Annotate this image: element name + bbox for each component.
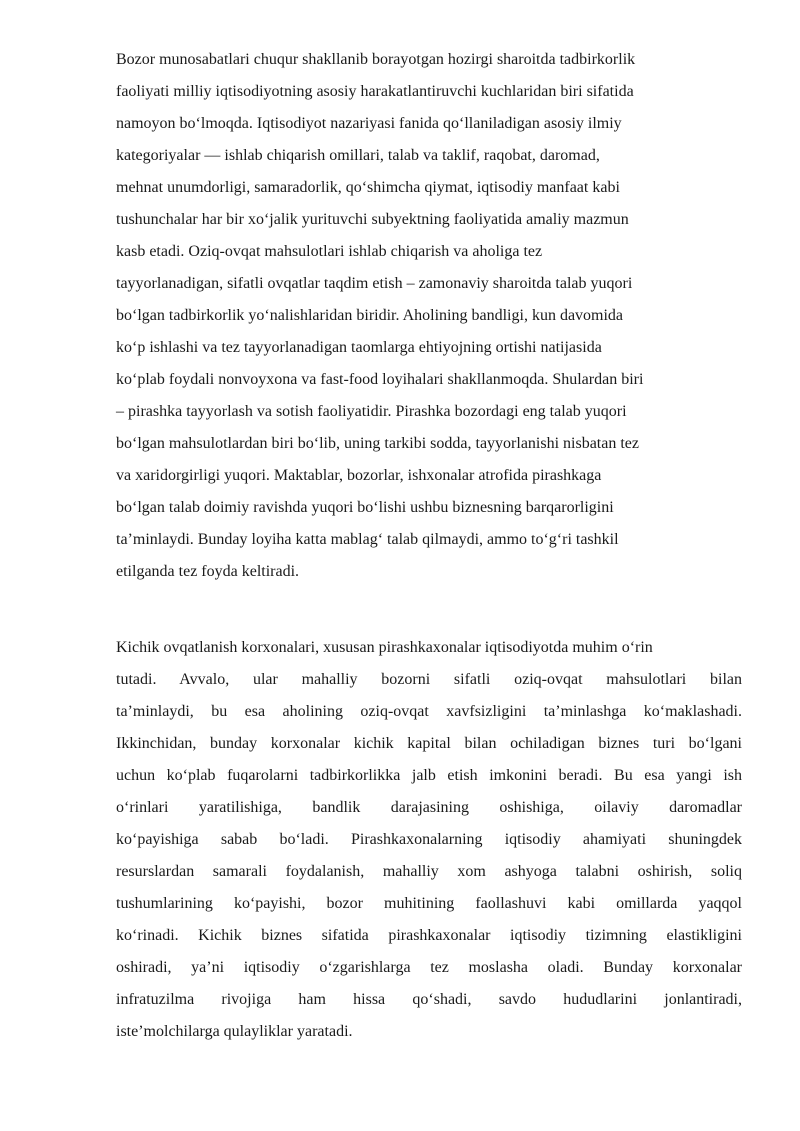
paragraph-line: namoyon bo‘lmoqda. Iqtisodiyot nazariyasi fanida qo‘llaniladigan asosiy ilmiy (116, 115, 622, 132)
paragraph-line: va xaridorgirligi yuqori. Maktablar, bozorlar, ishxonalar atrofida pirashkaga (116, 467, 602, 484)
paragraph-line: Bozor munosabatlari chuqur shakllanib borayotgan hozirgi sharoitda tadbirkorlik (116, 51, 636, 68)
paragraph-line: tushunchalar har bir xo‘jalik yurituvchi subyektning faoliyatida amaliy mazmun (116, 211, 629, 228)
paragraph-line: resurslardan samarali foydalanish, mahalliy xom ashyoga talabni oshirish, soliq (116, 863, 742, 880)
paragraph-line: ko‘plab foydali nonvoyxona va fast-food loyihalari shakllanmoqda. Shulardan biri (116, 371, 644, 388)
paragraph-line: kategoriyalar — ishlab chiqarish omillari, talab va taklif, raqobat, daromad, (116, 147, 600, 164)
paragraph-line: o‘rinlari yaratilishiga, bandlik darajasining oshishiga, oilaviy daromadlar (116, 799, 742, 816)
paragraph-line: Ikkinchidan, bunday korxonalar kichik kapital bilan ochiladigan biznes turi bo‘lgani (116, 735, 742, 752)
paragraph-2 (116, 632, 742, 1048)
paragraph-line: bo‘lgan talab doimiy ravishda yuqori bo‘lishi ushbu biznesning barqarorligini (116, 499, 614, 516)
paragraph-line: ta’minlaydi, bu esa aholining oziq-ovqat xavfsizligini ta’minlashga ko‘maklashadi. (116, 703, 742, 720)
paragraph-line: tutadi. Avvalo, ular mahalliy bozorni sifatli oziq-ovqat mahsulotlari bilan (116, 671, 742, 688)
paragraph-line: bo‘lgan tadbirkorlik yo‘nalishlaridan biridir. Aholining bandligi, kun davomida (116, 307, 624, 324)
paragraph-1 (116, 44, 742, 588)
paragraph-line: tushumlarining ko‘payishi, bozor muhitining faollashuvi kabi omillarda yaqqol (116, 895, 742, 912)
paragraph-line: ko‘p ishlashi va tez tayyorlanadigan taomlarga ehtiyojning ortishi natijasida (116, 339, 602, 356)
paragraph-line: ko‘payishiga sabab bo‘ladi. Pirashkaxonalarning iqtisodiy ahamiyati shuningdek (116, 831, 742, 848)
paragraph-line: tayyorlanadigan, sifatli ovqatlar taqdim etish – zamonaviy sharoitda talab yuqori (116, 275, 633, 292)
paragraph-line: oshiradi, ya’ni iqtisodiy o‘zgarishlarga tez moslasha oladi. Bunday korxonalar (116, 959, 742, 976)
paragraph-line: bo‘lgan mahsulotlardan biri bo‘lib, uning tarkibi sodda, tayyorlanishi nisbatan tez (116, 435, 639, 452)
paragraph-line: – pirashka tayyorlash va sotish faoliyatidir. Pirashka bozordagi eng talab yuqori (116, 403, 627, 420)
paragraph-line: Kichik ovqatlanish korxonalari, xususan pirashkaxonalar iqtisodiyotda muhim o‘rin (116, 639, 653, 656)
paragraph-line: mehnat unumdorligi, samaradorlik, qo‘shimcha qiymat, iqtisodiy manfaat kabi (116, 179, 620, 196)
paragraph-line: kasb etadi. Oziq-ovqat mahsulotlari ishlab chiqarish va aholiga tez (116, 243, 543, 260)
paragraph-line: iste’molchilarga qulayliklar yaratadi. (116, 1023, 353, 1040)
paragraph-line: infratuzilma rivojiga ham hissa qo‘shadi, savdo hududlarini jonlantiradi, (116, 991, 742, 1008)
paragraph-line: ta’minlaydi. Bunday loyiha katta mablag‘ talab qilmaydi, ammo to‘g‘ri tashkil (116, 531, 619, 548)
paragraph-line: etilganda tez foyda keltiradi. (116, 563, 300, 580)
paragraph-line: ko‘rinadi. Kichik biznes sifatida pirashkaxonalar iqtisodiy tizimning elastikligini (116, 927, 742, 944)
paragraph-line: uchun ko‘plab fuqarolarni tadbirkorlikka jalb etish imkonini beradi. Bu esa yangi ish (116, 767, 742, 784)
paragraph-line: faoliyati milliy iqtisodiyotning asosiy harakatlantiruvchi kuchlaridan biri sifatida (116, 83, 634, 100)
